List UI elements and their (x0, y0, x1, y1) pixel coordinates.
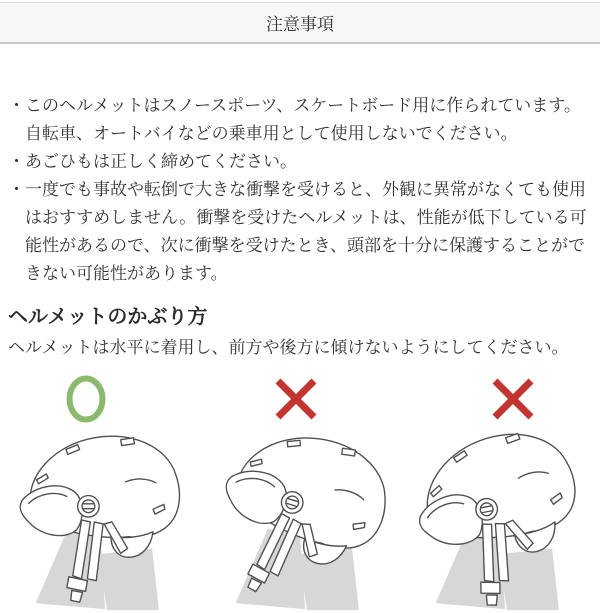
bullet: ・ (8, 96, 25, 115)
how-to-wear-heading: ヘルメットのかぶり方 (8, 306, 208, 328)
helmet-illustration-level (8, 427, 208, 613)
section-header (0, 2, 600, 44)
precaution-text: このヘルメットはスノースポーツ、スケートボード用に作られています。自転車、オートバイなどの乗車用として使用しないでください。 (25, 96, 581, 143)
figure-correct-level (8, 371, 208, 613)
precaution-text: 一度でも事故や転倒で大きな衝撃を受けると、外観に異常がなくても使用はおすすめしません。衝撃を受けたヘルメットは、性能が低下している可能性があるので、次に衝撃を受けたとき、頭部を十分に保護することができない可能性があります。 (25, 180, 587, 283)
caution-page (0, 2, 600, 602)
helmet-figures (8, 371, 593, 613)
bullet: ・ (8, 152, 25, 171)
page-title: 注意事項 (266, 15, 334, 34)
correct-circle-icon (63, 373, 109, 425)
how-to-wear-description: ヘルメットは水平に着用し、前方や後方に傾けないようにしてください。 (8, 338, 569, 357)
precaution-item (8, 176, 593, 288)
precaution-item (8, 92, 593, 148)
figure-wrong-tilted-back (208, 371, 408, 613)
bullet: ・ (8, 180, 25, 199)
precaution-item (8, 148, 593, 176)
main-content (0, 92, 600, 613)
wrong-x-icon (273, 376, 319, 422)
precautions-list (8, 92, 593, 288)
helmet-illustration-tilted-forward (408, 427, 600, 613)
mark-row (208, 371, 408, 427)
mark-row (8, 371, 208, 427)
mark-row (408, 371, 600, 427)
precaution-text: あごひもは正しく締めてください。 (25, 152, 297, 171)
helmet-illustration-tilted-back (208, 427, 408, 613)
wrong-x-icon (490, 376, 536, 422)
figure-wrong-tilted-forward (408, 371, 600, 613)
